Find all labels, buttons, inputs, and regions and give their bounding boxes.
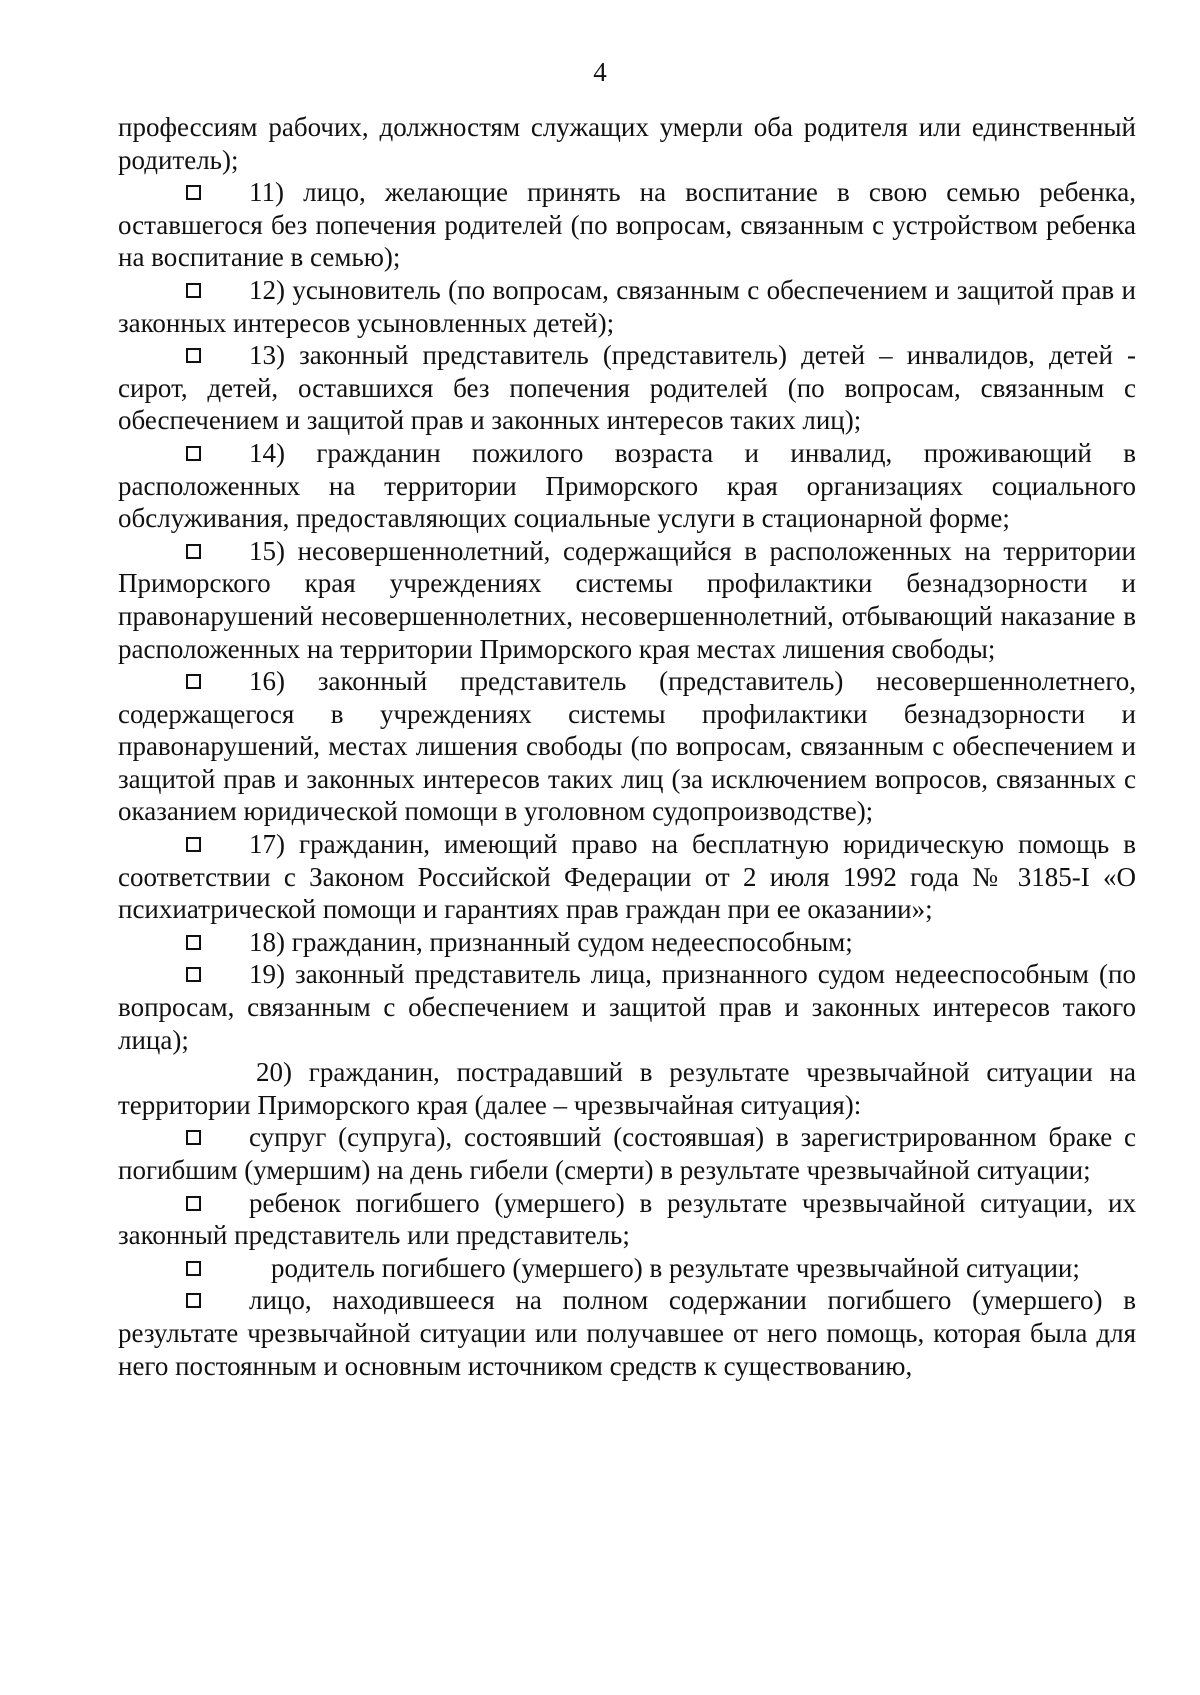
paragraph-text: 20) гражданин, пострадавший в результате чрезвычайной ситуации на территории Приморского края (далее – чрезвычайная ситуация): (118, 1057, 1136, 1120)
document-body (118, 111, 1136, 1382)
paragraph-continuation (118, 111, 1136, 176)
paragraph-text: 19) законный представитель лица, признанного судом недееспособным (по вопросам, связанным с обеспечением и защитой прав и законных интересов такого лица); (118, 959, 1136, 1055)
paragraph-text: лицо, находившееся на полном содержании погибшего (умершего) в результате чрезвычайной ситуации или получавшее от него помощь, которая была для него постоянным и основным источником средств к существованию, (118, 1285, 1136, 1381)
sub-item-dependent (118, 1284, 1136, 1382)
list-item-19 (118, 958, 1136, 1056)
paragraph-text: 14) гражданин пожилого возраста и инвалид, проживающий в расположенных на территории Приморского края организациях социального обслуживания, предоставляющих социальные услуги в стационарной форме; (118, 437, 1136, 534)
checkbox-square-icon (186, 185, 201, 200)
checkbox-square-icon (186, 348, 201, 363)
list-item-17 (118, 828, 1136, 926)
checkbox-square-icon (186, 837, 201, 852)
sub-item-spouse (118, 1121, 1136, 1186)
list-item-12 (118, 274, 1136, 339)
paragraph-text: 13) законный представитель (представитель) детей – инвалидов, детей - сирот, детей, оставшихся без попечения родителей (по вопросам, связанным с обеспечением и защитой прав и законных интересов таких лиц); (118, 340, 1136, 436)
paragraph-text: супруг (супруга), состоявший (состоявшая) в зарегистрированном браке с погибшим (умершим) на день гибели (смерти) в результате чрезвычайной ситуации; (118, 1122, 1136, 1185)
sub-item-parent (118, 1252, 1136, 1285)
checkbox-square-icon (186, 544, 201, 559)
list-item-16 (118, 665, 1136, 828)
list-item-11 (118, 176, 1136, 274)
paragraph-text: 11) лицо, желающие принять на воспитание в свою семью ребенка, оставшегося без попечения родителей (по вопросам, связанным с устройством ребенка на воспитание в семью); (118, 177, 1136, 273)
checkbox-square-icon (186, 1196, 201, 1211)
checkbox-square-icon (186, 1130, 201, 1145)
paragraph-text: 12) усыновитель (по вопросам, связанным с обеспечением и защитой прав и законных интересов усыновленных детей); (118, 274, 1136, 338)
paragraph-text: родитель погибшего (умершего) в результате чрезвычайной ситуации; (271, 1252, 1080, 1283)
paragraph-text: 17) гражданин, имеющий право на бесплатную юридическую помощь в соответствии с Законом Российской Федерации от 2 июля 1992 года № 3185-I «О психиатрической помощи и гарантиях прав граждан при ее оказании»; (118, 829, 1136, 925)
checkbox-square-icon (186, 283, 201, 298)
page-number: 4 (593, 57, 607, 87)
list-item-20 (118, 1056, 1136, 1121)
paragraph-text: ребенок погибшего (умершего) в результате чрезвычайной ситуации, их законный представитель или представитель; (118, 1187, 1136, 1251)
checkbox-square-icon (186, 1261, 201, 1276)
list-item-14 (118, 437, 1136, 535)
checkbox-square-icon (186, 446, 201, 461)
checkbox-square-icon (186, 935, 201, 950)
paragraph-text: 15) несовершеннолетний, содержащийся в расположенных на территории Приморского края учреждениях системы профилактики безнадзорности и правонарушений несовершеннолетних, несовершеннолетний, отбывающий наказание в расположенных на территории Приморского края местах лишения свободы; (118, 535, 1136, 664)
list-item-18 (118, 926, 1136, 959)
paragraph-text: 18) гражданин, признанный судом недееспособным; (249, 926, 853, 957)
sub-item-child (118, 1187, 1136, 1252)
checkbox-square-icon (186, 967, 201, 982)
checkbox-square-icon (186, 1293, 201, 1308)
list-item-13 (118, 339, 1136, 437)
paragraph-text: 16) законный представитель (представитель) несовершеннолетнего, содержащегося в учреждениях системы профилактики безнадзорности и правонарушений, местах лишения свободы (по вопросам, связанным с обеспечением и защитой прав и законных интересов таких лиц (за исключением вопросов, связанных с оказанием юридической помощи в уголовном судопроизводстве); (118, 666, 1136, 827)
list-item-15 (118, 535, 1136, 665)
paragraph-text: профессиям рабочих, должностям служащих умерли оба родителя или единственный родитель); (118, 112, 1136, 175)
checkbox-square-icon (186, 674, 201, 689)
